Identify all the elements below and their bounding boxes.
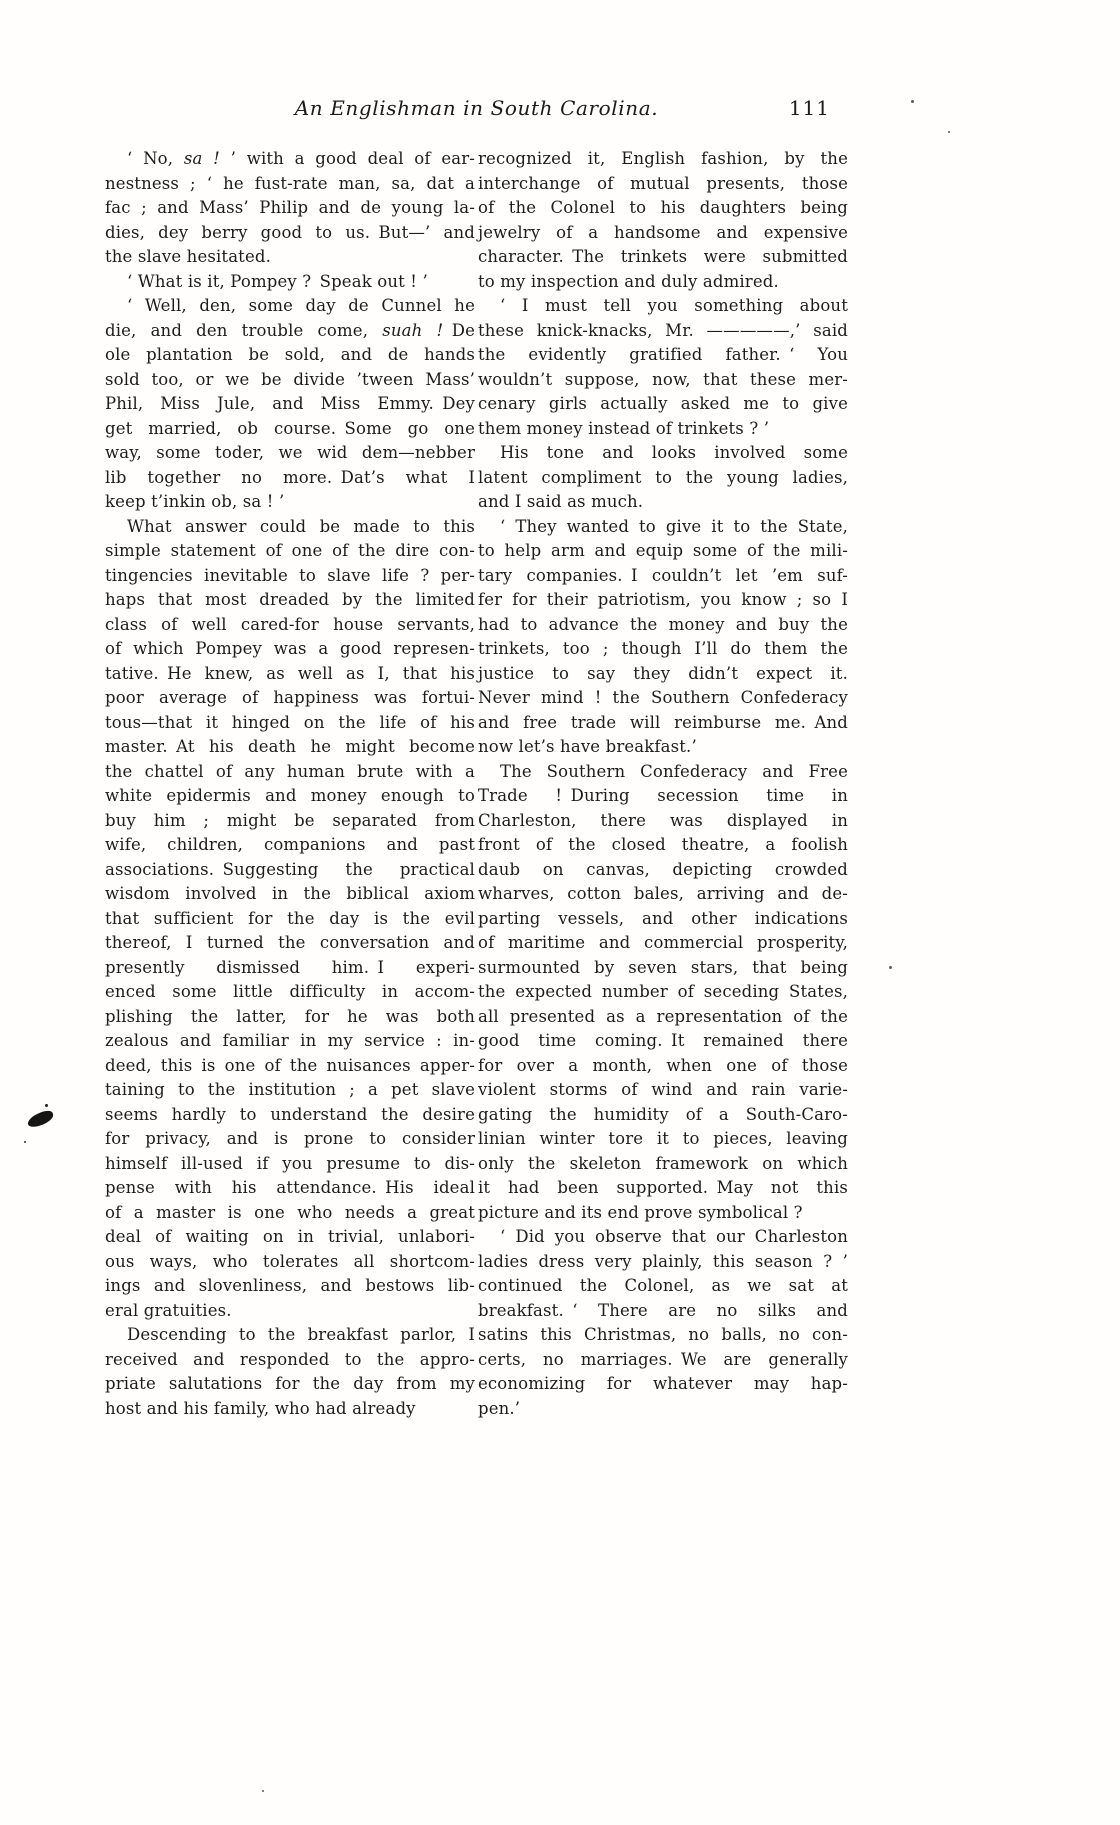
text-line: presently dismissed him. I experi-: [105, 957, 475, 977]
paragraph: [478, 147, 848, 294]
text-line: continued the Colonel, as we sat at: [478, 1276, 848, 1295]
text-line: fer for their patriotism, you know ; so I: [478, 590, 848, 609]
text-line: violent storms of wind and rain varie-: [478, 1080, 848, 1099]
text-line: lib together no more. Dat’s what I: [105, 467, 475, 487]
text-line: tingencies inevitable to slave life ? per-: [105, 565, 475, 585]
text-line: parting vessels, and other indications: [478, 908, 848, 928]
text-line: now let’s have breakfast.’: [478, 737, 697, 756]
text-line: white epidermis and money enough to: [105, 786, 475, 805]
paragraph: [105, 294, 475, 515]
paragraph: [478, 294, 848, 441]
text-line: these knick-knacks, Mr. —————,’ said: [478, 320, 848, 340]
text-line: way, some toder, we wid dem—nebber: [105, 443, 475, 462]
text-line: dies, dey berry good to us. But—’ and: [105, 222, 475, 242]
text-line: satins this Christmas, no balls, no con-: [478, 1325, 848, 1344]
text-line: What answer could be made to this: [127, 516, 475, 536]
page-number: 111: [788, 96, 830, 120]
text-line: and I said as much.: [478, 492, 644, 511]
text-line: ‘ Did you observe that our Charleston: [500, 1227, 848, 1246]
paragraph: [105, 270, 475, 295]
text-line: enced some little difficulty in accom-: [105, 982, 475, 1001]
text-line: of which Pompey was a good represen-: [105, 639, 475, 658]
text-line: wouldn’t suppose, now, that these mer-: [478, 369, 848, 389]
page-title: An Englishman in South Carolina.: [294, 96, 659, 120]
text-line: ‘ I must tell you something about: [500, 296, 848, 315]
text-column-right: [478, 147, 848, 1421]
text-line: ous ways, who tolerates all shortcom-: [105, 1251, 475, 1271]
text-line: of maritime and commercial prosperity,: [478, 933, 848, 952]
text-line: tary companies. I couldn’t let ’em suf-: [478, 565, 848, 585]
text-line: priate salutations for the day from my: [105, 1374, 475, 1393]
text-line: The Southern Confederacy and Free: [500, 761, 848, 781]
text-line: pen.’: [478, 1398, 521, 1418]
paragraph: [105, 1323, 475, 1421]
text-line: ‘ Well, den, some day de Cunnel he: [127, 296, 475, 315]
text-line: sold too, or we be divide ’tween Mass’: [105, 369, 475, 389]
text-line: Trade ! During secession time in: [478, 786, 848, 805]
text-line: and free trade will reimburse me. And: [478, 712, 848, 732]
text-line: gating the humidity of a South-Caro-: [478, 1104, 848, 1124]
scan-speck: [45, 1104, 48, 1107]
scan-speck: [889, 966, 892, 969]
text-line: His tone and looks involved some: [500, 443, 848, 462]
text-line: Never mind ! the Southern Confederacy: [478, 688, 848, 707]
text-line: wisdom involved in the biblical axiom: [105, 884, 475, 903]
text-line: of a master is one who needs a great: [105, 1202, 475, 1222]
paragraph: [478, 760, 848, 1226]
text-line: buy him ; might be separated from: [105, 810, 475, 830]
text-line: pense with his attendance. His ideal: [105, 1178, 475, 1197]
text-line: Phil, Miss Jule, and Miss Emmy. Dey: [105, 394, 475, 413]
text-line: tous—that it hinged on the life of his: [105, 712, 475, 732]
text-line: ‘ What is it, Pompey ? Speak out ! ’: [127, 271, 428, 291]
text-line: wharves, cotton bales, arriving and de-: [478, 884, 848, 903]
text-line: received and responded to the appro-: [105, 1349, 475, 1369]
text-column-left: [105, 147, 475, 1421]
text-line: Descending to the breakfast parlor, I: [127, 1325, 475, 1344]
text-line: certs, no marriages. We are generally: [478, 1349, 848, 1369]
text-line: ole plantation be sold, and de hands: [105, 345, 475, 364]
text-line: die, and den trouble come, suah ! De: [105, 320, 475, 340]
text-line: ‘ They wanted to give it to the State,: [500, 516, 848, 536]
text-line: the evidently gratified father. ‘ You: [478, 345, 848, 364]
text-line: the chattel of any human brute with a: [105, 761, 475, 781]
text-line: interchange of mutual presents, those: [478, 173, 848, 193]
text-line: only the skeleton framework on which: [478, 1153, 848, 1173]
text-line: class of well cared-for house servants,: [105, 614, 475, 634]
text-line: ings and slovenliness, and bestows lib-: [105, 1276, 475, 1295]
text-line: deed, this is one of the nuisances apper-: [105, 1055, 475, 1075]
text-line: master. At his death he might become: [105, 737, 475, 756]
text-line: cenary girls actually asked me to give: [478, 394, 848, 413]
text-line: recognized it, English fashion, by the: [478, 149, 848, 168]
text-line: economizing for whatever may hap-: [478, 1374, 848, 1393]
text-line: justice to say they didn’t expect it.: [478, 663, 848, 683]
text-line: that sufficient for the day is the evil: [105, 908, 475, 928]
paragraph: [478, 441, 848, 515]
text-line: picture and its end prove symbolical ?: [478, 1202, 803, 1222]
text-line: for over a month, when one of those: [478, 1055, 848, 1075]
text-line: breakfast. ‘ There are no silks and: [478, 1300, 848, 1320]
text-line: fac ; and Mass’ Philip and de young la-: [105, 198, 475, 217]
text-line: zealous and familiar in my service : in-: [105, 1031, 475, 1050]
text-line: eral gratuities.: [105, 1300, 232, 1320]
text-line: to my inspection and duly admired.: [478, 271, 779, 291]
text-line: linian winter tore it to pieces, leaving: [478, 1129, 848, 1148]
text-line: Charleston, there was displayed in: [478, 810, 848, 830]
scan-speck: [948, 131, 950, 133]
text-line: simple statement of one of the dire con-: [105, 541, 475, 560]
text-line: of the Colonel to his daughters being: [478, 198, 848, 217]
text-line: haps that most dreaded by the limited: [105, 590, 475, 609]
text-line: trinkets, too ; though I’ll do them the: [478, 639, 848, 658]
text-line: wife, children, companions and past: [105, 835, 475, 854]
text-line: for privacy, and is prone to consider: [105, 1129, 475, 1148]
text-line: thereof, I turned the conversation and: [105, 933, 475, 952]
text-line: plishing the latter, for he was both: [105, 1006, 475, 1026]
scan-speck: [24, 1141, 26, 1143]
paragraph: [478, 515, 848, 760]
text-line: jewelry of a handsome and expensive: [478, 222, 848, 242]
text-line: host and his family, who had already: [105, 1398, 416, 1418]
scan-speck: [911, 100, 914, 103]
paragraph: [105, 515, 475, 1324]
paragraph: [478, 1225, 848, 1421]
text-line: daub on canvas, depicting crowded: [478, 859, 848, 879]
text-line: the slave hesitated.: [105, 247, 271, 266]
ink-blot-artifact: [26, 1108, 56, 1129]
text-line: all presented as a representation of the: [478, 1006, 848, 1026]
text-line: surmounted by seven stars, that being: [478, 957, 848, 977]
text-line: nestness ; ‘ he fust-rate man, sa, dat a: [105, 173, 475, 193]
text-line: them money instead of trinkets ? ’: [478, 418, 770, 438]
text-line: seems hardly to understand the desire: [105, 1104, 475, 1124]
text-line: taining to the institution ; a pet slave: [105, 1080, 475, 1099]
text-line: associations. Suggesting the practical: [105, 859, 475, 879]
text-line: the expected number of seceding States,: [478, 982, 848, 1001]
text-line: had to advance the money and buy the: [478, 614, 848, 634]
text-line: keep t’inkin ob, sa ! ’: [105, 492, 285, 511]
running-header: [105, 96, 848, 132]
text-line: latent compliment to the young ladies,: [478, 467, 848, 487]
text-line: ‘ No, sa ! ’ with a good deal of ear-: [127, 149, 475, 168]
text-line: it had been supported. May not this: [478, 1178, 848, 1197]
text-line: deal of waiting on in trivial, unlabori-: [105, 1227, 475, 1246]
text-line: good time coming. It remained there: [478, 1031, 848, 1050]
text-line: character. The trinkets were submitted: [478, 247, 848, 266]
text-line: himself ill-used if you presume to dis-: [105, 1153, 475, 1173]
paragraph: [105, 147, 475, 270]
text-line: get married, ob course. Some go one: [105, 418, 475, 438]
scan-speck: [262, 1790, 264, 1792]
text-line: poor average of happiness was fortui-: [105, 688, 475, 707]
text-line: tative. He knew, as well as I, that his: [105, 663, 475, 683]
text-line: to help arm and equip some of the mili-: [478, 541, 848, 560]
text-line: ladies dress very plainly, this season ? ’: [478, 1251, 848, 1271]
text-line: front of the closed theatre, a foolish: [478, 835, 848, 854]
